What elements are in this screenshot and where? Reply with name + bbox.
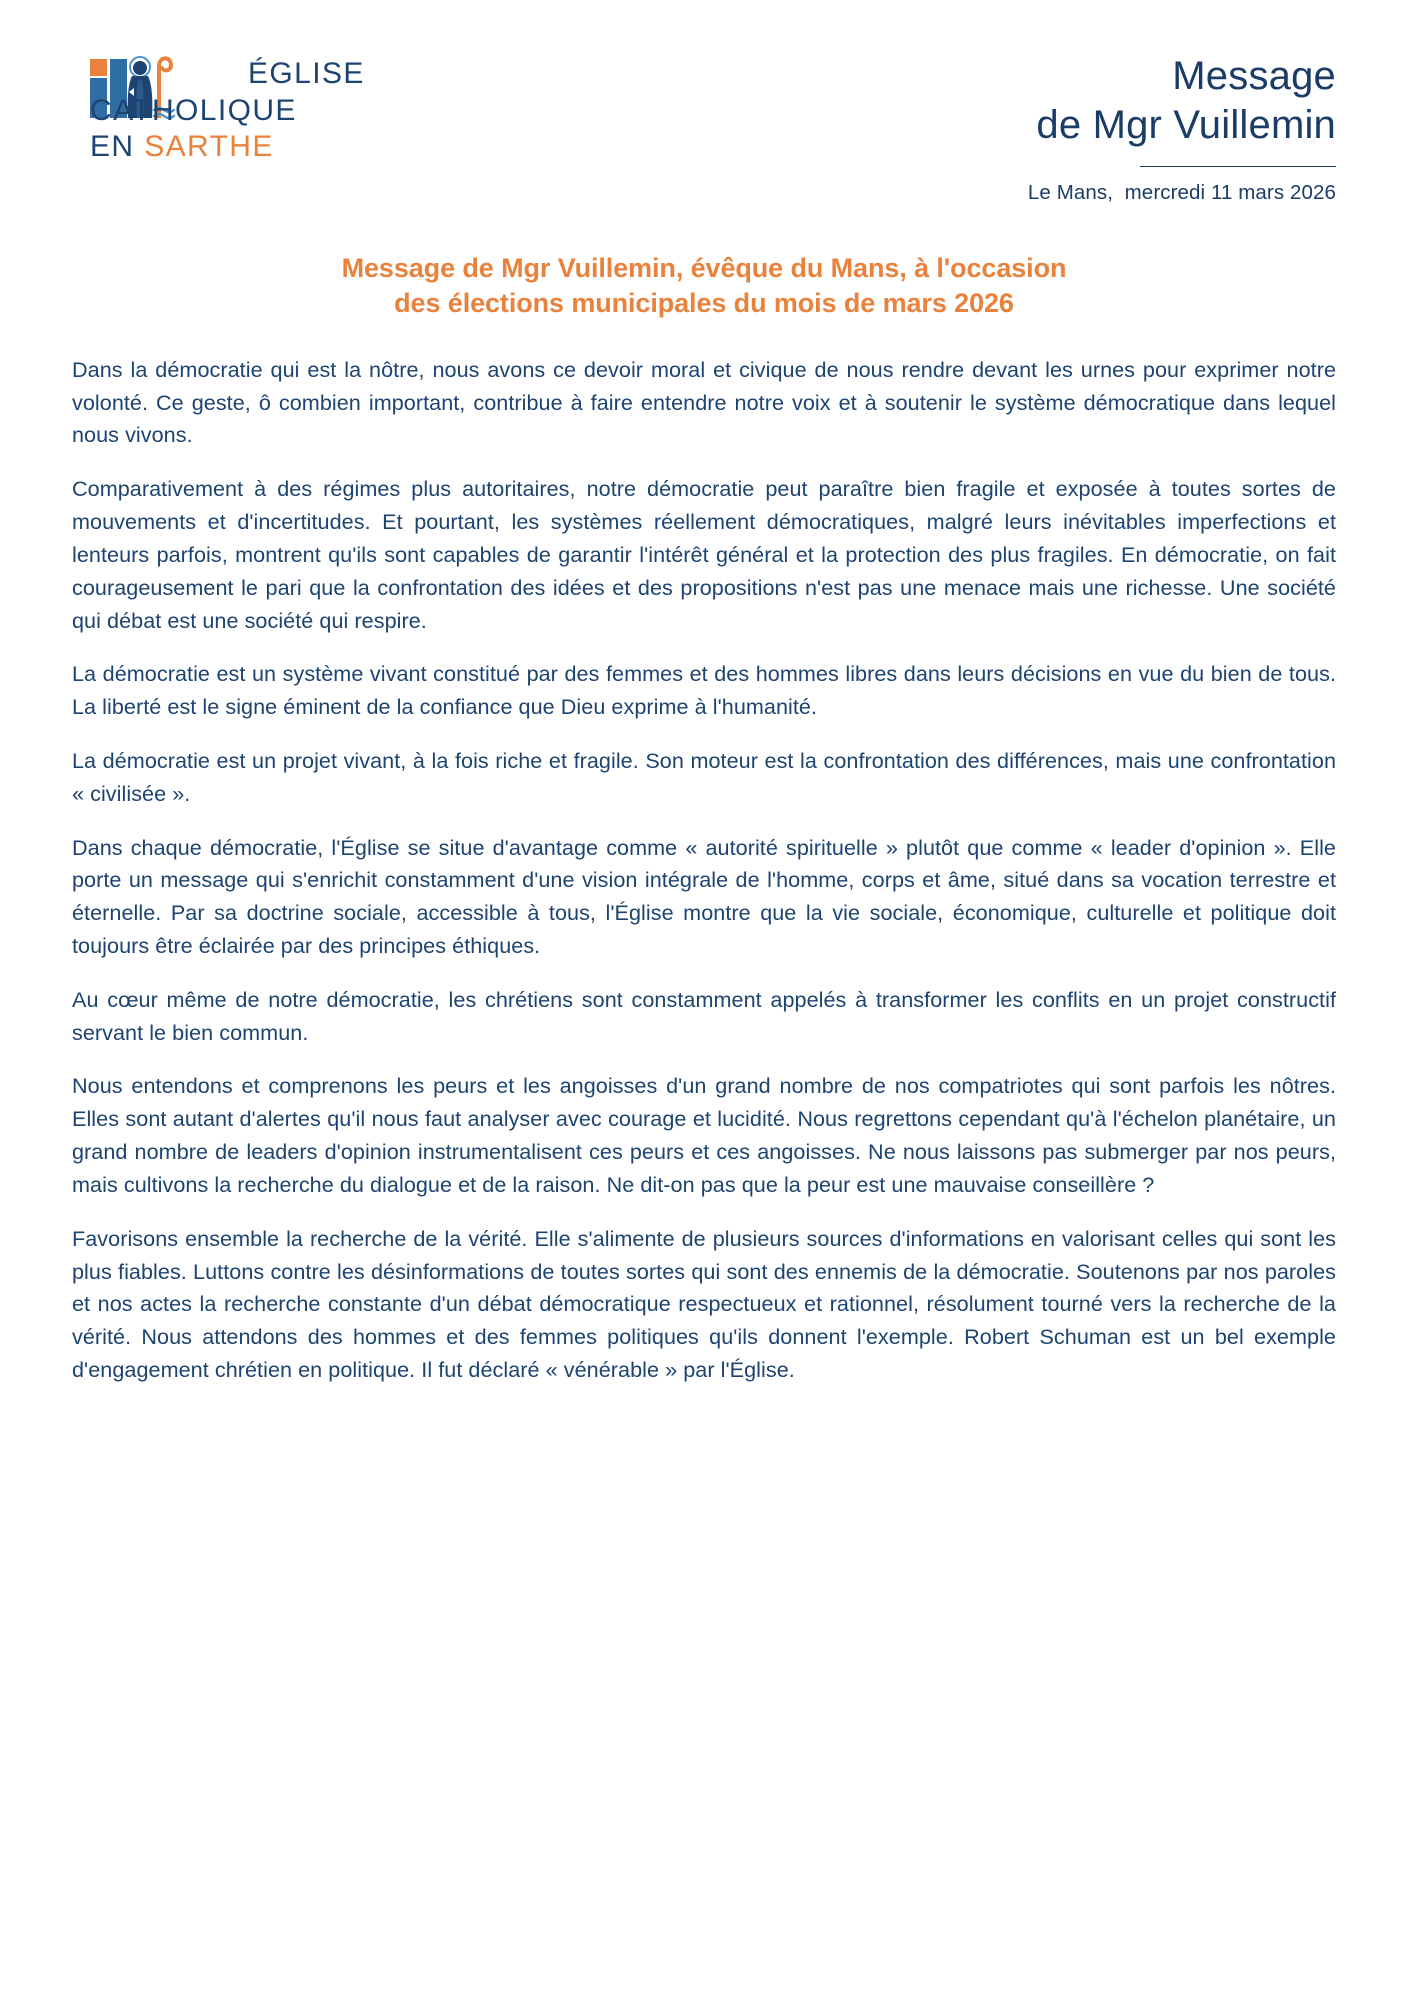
body-paragraph: La démocratie est un projet vivant, à la fois riche et fragile. Son moteur est la confrontation des différences, mais une confrontation « civilisée ». — [72, 747, 1336, 806]
brand-line-catholique: CATHOLIQUE — [90, 93, 297, 127]
subject-heading-line-1: Message de Mgr Vuillemin, évêque du Mans, à l'occasion — [341, 252, 1067, 283]
title-divider — [1140, 166, 1336, 167]
subject-heading-line-2: des élections municipales du mois de mars 2026 — [394, 288, 1014, 319]
document-title-line-1: Message — [1172, 54, 1336, 98]
body-paragraph: Dans la démocratie qui est la nôtre, nous avons ce devoir moral et civique de nous rendre devant les urnes pour exprimer notre volonté. Ce geste, ô combien important, contribue à faire entendre notre voix et à soutenir le système démocratique dans lequel nous vivons. — [72, 356, 1336, 448]
body-paragraph: Comparativement à des régimes plus autoritaires, notre démocratie peut paraître bien fragile et exposée à toutes sortes de mouvements et d'incertitudes. Et pourtant, les systèmes réellement démocratiques, malgré leurs inévitables imperfections et lenteurs parfois, montrent qu'ils sont capables de garantir l'intérêt général et la protection des plus fragiles. En démocratie, on fait courageusement le pari que la confrontation des idées et des propositions n'est pas une menace mais une richesse. Une société qui débat est une société qui respire. — [72, 476, 1336, 633]
header-title-block — [1028, 42, 1336, 205]
body-paragraph: Nous entendons et comprenons les peurs et les angoisses d'un grand nombre de nos compatriotes qui sont parfois les nôtres. Elles sont autant d'alertes qu'il nous faut analyser avec courage et lucidité. Nous regrettons cependant qu'à l'échelon planétaire, un grand nombre de leaders d'opinion instrumentalisent ces peurs et ces angoisses. Ne nous laissons pas submerger par nos peurs, mais cultivons la recherche du dialogue et de la raison. Ne dit-on pas que la peur est une mauvaise conseillère ? — [72, 1073, 1336, 1197]
document-title-line-2: de Mgr Vuillemin — [1036, 102, 1336, 147]
brand-word-en: EN — [90, 130, 135, 164]
brand-line-en-sarthe — [90, 129, 365, 166]
body-paragraph: Au cœur même de notre démocratie, les chrétiens sont constamment appelés à transformer les conflits en un projet constructif servant le bien commun. — [72, 986, 1336, 1045]
brand-wordmark — [90, 50, 365, 166]
body-paragraph: La démocratie est un système vivant constitué par des femmes et des hommes libres dans leurs décisions en vue du bien de tous. La liberté est le signe éminent de la confiance que Dieu exprime à l'humanité. — [72, 661, 1336, 720]
body-paragraph: Dans chaque démocratie, l'Église se situe d'avantage comme « autorité spirituelle » plutôt que comme « leader d'opinion ». Elle porte un message qui s'enrichit constamment d'une vision intégrale de l'homme, corps et âme, situé dans sa vocation terrestre et éternelle. Par sa doctrine sociale, accessible à tous, l'Église montre que la vie sociale, économique, culturelle et politique doit toujours être éclairée par des principes éthiques. — [72, 834, 1336, 959]
document-body — [72, 354, 1336, 1387]
brand-logo-block — [72, 42, 365, 166]
subject-heading — [72, 251, 1336, 322]
brand-line-eglise: ÉGLISE — [248, 57, 365, 90]
brand-word-sarthe: SARTHE — [144, 130, 274, 164]
body-paragraph: Favorisons ensemble la recherche de la vérité. Elle s'alimente de plusieurs sources d'informations en valorisant celles qui sont les plus fiables. Luttons contre les désinformations de toutes sortes qui sont des ennemis de la démocratie. Soutenons par nos paroles et nos actes la recherche constante d'un débat démocratique respectueux et rationnel, résolument tourné vers la recherche de la vérité. Nous attendons des hommes et des femmes politiques qu'ils donnent l'exemple. Robert Schuman est un bel exemple d'engagement chrétien en politique. Il fut déclaré « vénérable » par l'Église. — [72, 1225, 1336, 1382]
document-header — [72, 42, 1336, 205]
document-date: Le Mans, mercredi 11 mars 2026 — [1027, 180, 1336, 204]
